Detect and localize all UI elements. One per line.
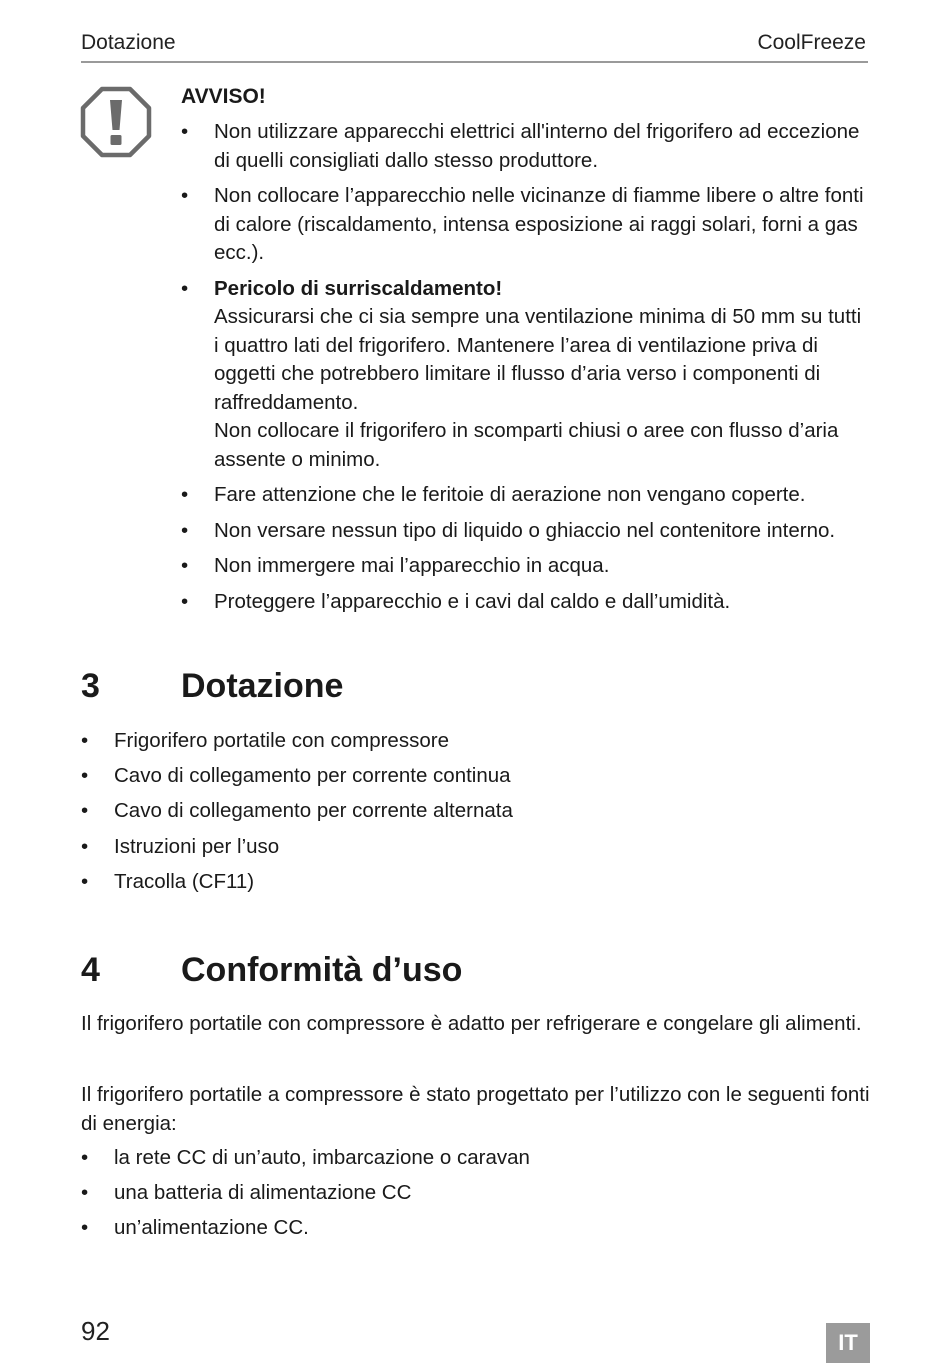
list-item-text: un’alimentazione CC.: [114, 1216, 309, 1240]
page-number: 92: [81, 1316, 110, 1346]
list-item: [181, 588, 871, 617]
warning-list: [181, 118, 871, 623]
bullet: •: [81, 799, 89, 823]
header-product-label: CoolFreeze: [757, 31, 866, 54]
bullet: •: [81, 729, 89, 752]
list-item-text: Istruzioni per l’uso: [114, 834, 280, 858]
list-item-text: la rete CC di un’auto, imbarcazione o caravan: [114, 1146, 530, 1169]
list-item: [181, 552, 871, 581]
language-badge: IT: [826, 1323, 870, 1363]
list-item-text: Non collocare l’apparecchio nelle vicinanze di fiamme libere o altre fonti di calore (riscaldamento, intensa esposizione ai raggi solari, forni a gas ecc.).: [214, 184, 864, 264]
list-item-text: Non collocare il frigorifero in scomparti chiusi o aree con flusso d’aria assente o minimo.: [214, 419, 839, 471]
bullet: •: [81, 764, 89, 788]
supply-list: [81, 727, 871, 903]
list-item: [81, 833, 871, 862]
bullet: •: [81, 1216, 89, 1240]
section-4-title: Conformità d’uso: [181, 951, 463, 989]
list-item-text: una batteria di alimentazione CC: [114, 1181, 412, 1205]
paragraph: Il frigorifero portatile a compressore è stato progettato per l’utilizzo con le seguenti fonti di energia:: [81, 1083, 870, 1135]
section-3-number: 3: [81, 667, 100, 705]
list-item: [181, 517, 871, 546]
list-item: [81, 1179, 871, 1208]
list-item: [81, 1144, 871, 1173]
bullet: •: [81, 834, 89, 858]
list-item-text: Tracolla (CF11): [114, 869, 255, 893]
overheating-heading: Pericolo di surriscaldamento!: [214, 276, 503, 300]
section-3-title: Dotazione: [181, 667, 344, 705]
list-item-text: Frigorifero portatile con compressore: [114, 729, 449, 752]
bullet: •: [181, 184, 189, 207]
paragraph: Il frigorifero portatile con compressore è adatto per refrigerare e congelare gli alimenti.: [81, 1012, 862, 1035]
list-item-text: Cavo di collegamento per corrente continua: [114, 764, 511, 788]
list-item-text: Non immergere mai l’apparecchio in acqua.: [214, 554, 610, 577]
list-item-text: Non utilizzare apparecchi elettrici all'interno del frigorifero ad eccezione di quelli consigliati dallo stesso produttore.: [214, 120, 860, 172]
bullet: •: [181, 120, 189, 143]
list-item: [181, 182, 871, 268]
warning-octagon-icon: [80, 86, 152, 158]
list-item: [181, 118, 871, 175]
list-item-text: Cavo di collegamento per corrente alternata: [114, 799, 513, 823]
list-item: [181, 481, 871, 510]
list-item: [81, 1214, 871, 1243]
bullet: •: [181, 554, 189, 577]
section-4-number: 4: [81, 951, 100, 989]
list-item-text: Fare attenzione che le feritoie di aerazione non vengano coperte.: [214, 483, 806, 506]
list-item-text: Proteggere l’apparecchio e i cavi dal caldo e dall’umidità.: [214, 589, 731, 613]
bullet: •: [181, 276, 189, 300]
bullet: •: [81, 1181, 89, 1205]
bullet: •: [81, 869, 89, 893]
header-rule: [81, 61, 868, 63]
list-item: [81, 797, 871, 826]
energy-source-list: [81, 1144, 871, 1250]
warning-title: AVVISO!: [181, 85, 266, 108]
list-item: [81, 727, 871, 756]
list-item: [81, 762, 871, 791]
list-item: [181, 275, 871, 475]
list-item: [81, 868, 871, 897]
bullet: •: [181, 518, 189, 542]
bullet: •: [181, 589, 189, 613]
bullet: •: [181, 483, 189, 506]
bullet: •: [81, 1146, 89, 1169]
header-section-label: Dotazione: [81, 31, 176, 54]
list-item-text: Assicurarsi che ci sia sempre una ventilazione minima di 50 mm su tutti i quattro lati del frigorifero. Mantenere l’area di ventilazione priva di oggetti che potrebbero limitare il flusso d’aria verso i componenti di raffreddamento.: [214, 305, 862, 414]
list-item-text: Non versare nessun tipo di liquido o ghiaccio nel contenitore interno.: [214, 518, 836, 542]
